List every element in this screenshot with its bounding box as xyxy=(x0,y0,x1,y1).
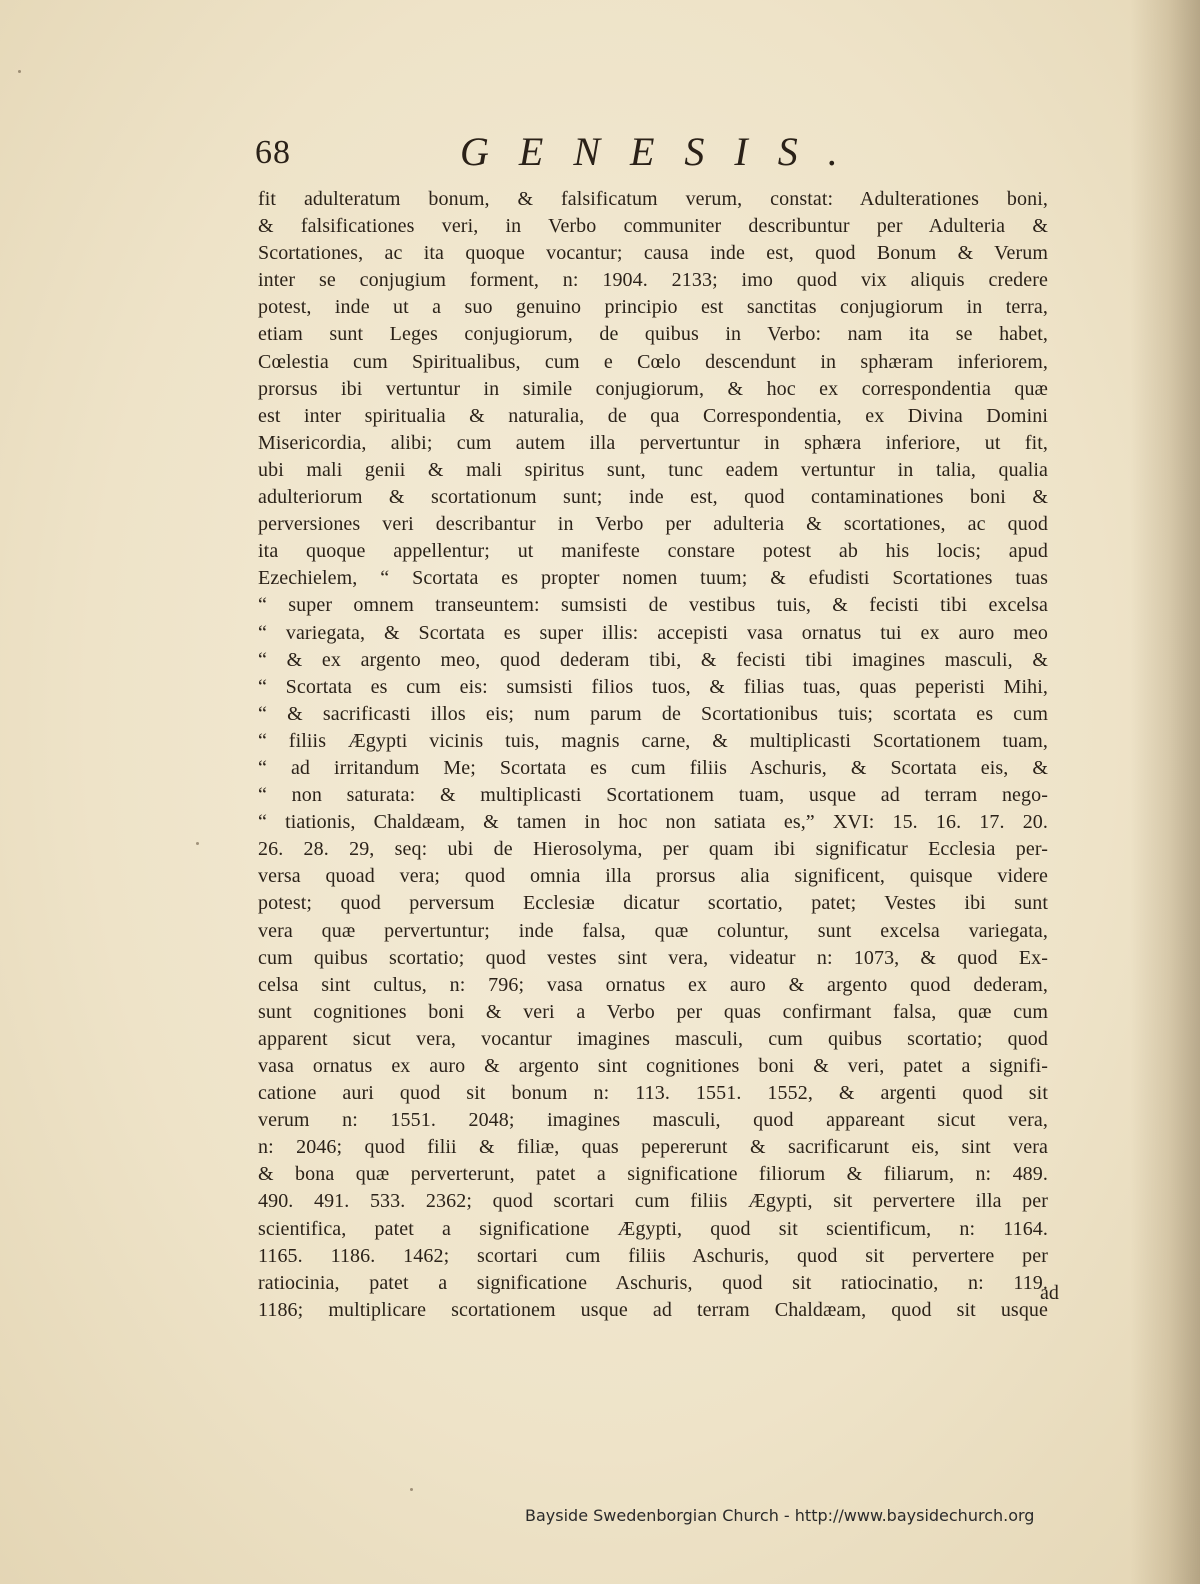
text-line: Ezechielem, “ Scortata es propter nomen tuum; & efudisti Scortationes tuas xyxy=(258,567,1048,590)
page-gutter-shadow xyxy=(1130,0,1200,1584)
running-title: GENESIS. xyxy=(460,129,868,174)
text-line: vera quæ pervertuntur; inde falsa, quæ coluntur, sunt excelsa variegata, xyxy=(258,919,1048,942)
paper-speck xyxy=(410,1488,413,1491)
text-line: vasa ornatus ex auro & argento sint cognitiones boni & veri, patet a signifi- xyxy=(258,1055,1048,1077)
text-line: ita quoque appellentur; ut manifeste constare potest ab his locis; apud xyxy=(258,540,1048,563)
catchword: ad xyxy=(1040,1282,1059,1304)
text-line: “ & ex argento meo, quod dederam tibi, & fecisti tibi imagines masculi, & xyxy=(258,648,1048,671)
text-line: est inter spiritualia & naturalia, de qua Correspondentia, ex Divina Domini xyxy=(258,404,1048,427)
text-line: sunt cognitiones boni & veri a Verbo per quas confirmant falsa, quæ cum xyxy=(258,1000,1048,1023)
text-line: 1186; multiplicare scortationem usque ad terram Chaldæam, quod sit usque xyxy=(258,1298,1048,1321)
text-line: Scortationes, ac ita quoque vocantur; causa inde est, quod Bonum & Verum xyxy=(258,242,1048,265)
text-line: n: 2046; quod filii & filiæ, quas pepererunt & sacrificarunt eis, sint vera xyxy=(258,1136,1048,1159)
text-line: prorsus ibi vertuntur in simile conjugiorum, & hoc ex correspondentia quæ xyxy=(258,377,1048,400)
page-number: 68 xyxy=(255,134,291,171)
paper-speck xyxy=(18,70,21,73)
text-line: 26. 28. 29, seq: ubi de Hierosolyma, per quam ibi significatur Ecclesia per- xyxy=(258,838,1048,861)
text-line: Misericordia, alibi; cum autem illa pervertuntur in sphæra inferiore, ut fit, xyxy=(258,431,1048,454)
footer-credit: Bayside Swedenborgian Church - http://www.baysidechurch.org xyxy=(525,1506,1035,1525)
text-line: “ filiis Ægypti vicinis tuis, magnis carne, & multiplicasti Scortationem tuam, xyxy=(258,729,1048,752)
text-line: 490. 491. 533. 2362; quod scortari cum filiis Ægypti, sit pervertere illa per xyxy=(258,1190,1048,1213)
text-line: ubi mali genii & mali spiritus sunt, tunc eadem vertuntur in talia, qualia xyxy=(258,458,1048,481)
page-header xyxy=(255,128,1075,178)
text-line: “ variegata, & Scortata es super illis: accepisti vasa ornatus tui ex auro meo xyxy=(258,621,1048,644)
text-line: & bona quæ perverterunt, patet a significatione filiorum & filiarum, n: 489. xyxy=(258,1163,1048,1186)
text-line: fit adulteratum bonum, & falsificatum verum, constat: Adulterationes boni, xyxy=(258,188,1048,210)
text-line: scientifica, patet a significatione Ægypti, quod sit scientificum, n: 1164. xyxy=(258,1217,1048,1240)
paper-speck xyxy=(196,842,199,845)
text-line: catione auri quod sit bonum n: 113. 1551. 1552, & argenti quod sit xyxy=(258,1082,1048,1105)
text-line: “ ad irritandum Me; Scortata es cum filiis Aschuris, & Scortata eis, & xyxy=(258,756,1048,779)
text-line: versa quoad vera; quod omnia illa prorsus alia significent, quisque videre xyxy=(258,865,1048,888)
text-line: Cœlestia cum Spiritualibus, cum e Cœlo descendunt in sphæram inferiorem, xyxy=(258,350,1048,373)
text-line: inter se conjugium forment, n: 1904. 2133; imo quod vix aliquis credere xyxy=(258,269,1048,292)
text-line: celsa sint cultus, n: 796; vasa ornatus ex auro & argento quod dederam, xyxy=(258,973,1048,996)
text-line: ratiocinia, patet a significatione Aschuris, quod sit ratiocinatio, n: 119. xyxy=(258,1271,1048,1294)
text-line: 1165. 1186. 1462; scortari cum filiis Aschuris, quod sit pervertere per xyxy=(258,1244,1048,1267)
text-line: “ Scortata es cum eis: sumsisti filios tuos, & filias tuas, quas peperisti Mihi, xyxy=(258,675,1048,698)
text-line: cum quibus scortatio; quod vestes sint vera, videatur n: 1073, & quod Ex- xyxy=(258,946,1048,969)
text-line: potest; quod perversum Ecclesiæ dicatur scortatio, patet; Vestes ibi sunt xyxy=(258,892,1048,915)
text-line: “ super omnem transeuntem: sumsisti de vestibus tuis, & fecisti tibi excelsa xyxy=(258,594,1048,617)
text-line: verum n: 1551. 2048; imagines masculi, quod appareant sicut vera, xyxy=(258,1109,1048,1132)
text-line: “ non saturata: & multiplicasti Scortationem tuam, usque ad terram nego- xyxy=(258,784,1048,807)
text-line: apparent sicut vera, vocantur imagines masculi, cum quibus scortatio; quod xyxy=(258,1027,1048,1050)
text-line: & falsificationes veri, in Verbo communiter describuntur per Adulteria & xyxy=(258,215,1048,238)
body-text xyxy=(258,186,1048,1324)
text-line: “ & sacrificasti illos eis; num parum de Scortationibus tuis; scortata es cum xyxy=(258,702,1048,725)
text-line: etiam sunt Leges conjugiorum, de quibus in Verbo: nam ita se habet, xyxy=(258,323,1048,346)
text-line: “ tiationis, Chaldæam, & tamen in hoc non satiata es,” XVI: 15. 16. 17. 20. xyxy=(258,811,1048,834)
text-line: potest, inde ut a suo genuino principio est sanctitas conjugiorum in terra, xyxy=(258,296,1048,319)
text-line: perversiones veri describantur in Verbo per adulteria & scortationes, ac quod xyxy=(258,513,1048,536)
text-line: adulteriorum & scortationum sunt; inde est, quod contaminationes boni & xyxy=(258,486,1048,509)
